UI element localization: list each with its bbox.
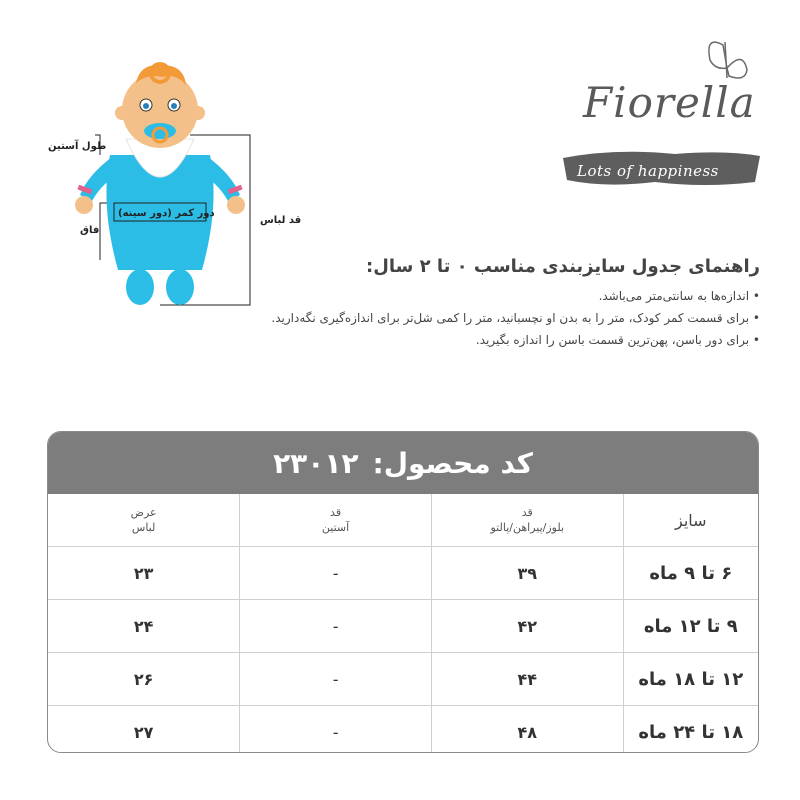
length-cell: ۴۴ xyxy=(431,653,623,706)
fiorella-logo xyxy=(555,30,770,195)
table-header xyxy=(48,432,758,494)
header-length: قد بلوز/پیراهن/پالتو xyxy=(431,494,623,547)
guide-item: • برای قسمت کمر کودک، متر را به بدن او نچسبانید، متر را کمی شل‌تر برای اندازه‌گیری نگه‌دارید. xyxy=(271,311,760,325)
width-cell: ۲۷ xyxy=(48,706,240,754)
header-width: عرض لباس xyxy=(48,494,240,547)
garment-length-label: قد لباس xyxy=(260,215,302,226)
table-row xyxy=(48,706,758,754)
size-cell: ۱۲ تا ۱۸ ماه xyxy=(623,653,758,706)
header-sleeve: قد آستین xyxy=(240,494,432,547)
table-row xyxy=(48,600,758,653)
table-row xyxy=(48,653,758,706)
sleeve-cell: - xyxy=(240,706,432,754)
crotch-label: فاق xyxy=(80,225,100,236)
sleeve-cell: - xyxy=(240,547,432,600)
size-table xyxy=(48,494,758,753)
length-cell: ۴۲ xyxy=(431,600,623,653)
width-cell: ۲۳ xyxy=(48,547,240,600)
sleeve-cell: - xyxy=(240,600,432,653)
guide-title: راهنمای جدول سایزبندی مناسب ۰ تا ۲ سال: xyxy=(366,256,760,277)
width-cell: ۲۶ xyxy=(48,653,240,706)
brand-name: Fiorella xyxy=(583,78,756,127)
header-size: سایز xyxy=(623,494,758,547)
brand-tagline: Lots of happiness xyxy=(577,162,719,180)
length-cell: ۳۹ xyxy=(431,547,623,600)
sleeve-cell: - xyxy=(240,653,432,706)
butterfly-icon xyxy=(709,42,747,78)
length-cell: ۴۸ xyxy=(431,706,623,754)
size-cell: ۶ تا ۹ ماه xyxy=(623,547,758,600)
table-row xyxy=(48,547,758,600)
sleeve-length-label: طول آستین xyxy=(48,141,107,152)
size-cell: ۹ تا ۱۲ ماه xyxy=(623,600,758,653)
size-cell: ۱۸ تا ۲۴ ماه xyxy=(623,706,758,754)
table-header-row xyxy=(48,494,758,547)
product-code-label: کد محصول: xyxy=(372,446,533,480)
guide-item: • برای دور باسن، پهن‌ترین قسمت باسن را اندازه بگیرید. xyxy=(475,333,760,347)
size-table-card xyxy=(47,431,759,753)
size-guide-text xyxy=(200,256,760,351)
width-cell: ۲۴ xyxy=(48,600,240,653)
product-code: ۲۳۰۱۲ xyxy=(273,446,359,480)
guide-item: • اندازه‌ها به سانتی‌متر می‌باشد. xyxy=(598,289,760,303)
waist-chest-label: دور کمر (دور سینه) xyxy=(118,208,215,219)
